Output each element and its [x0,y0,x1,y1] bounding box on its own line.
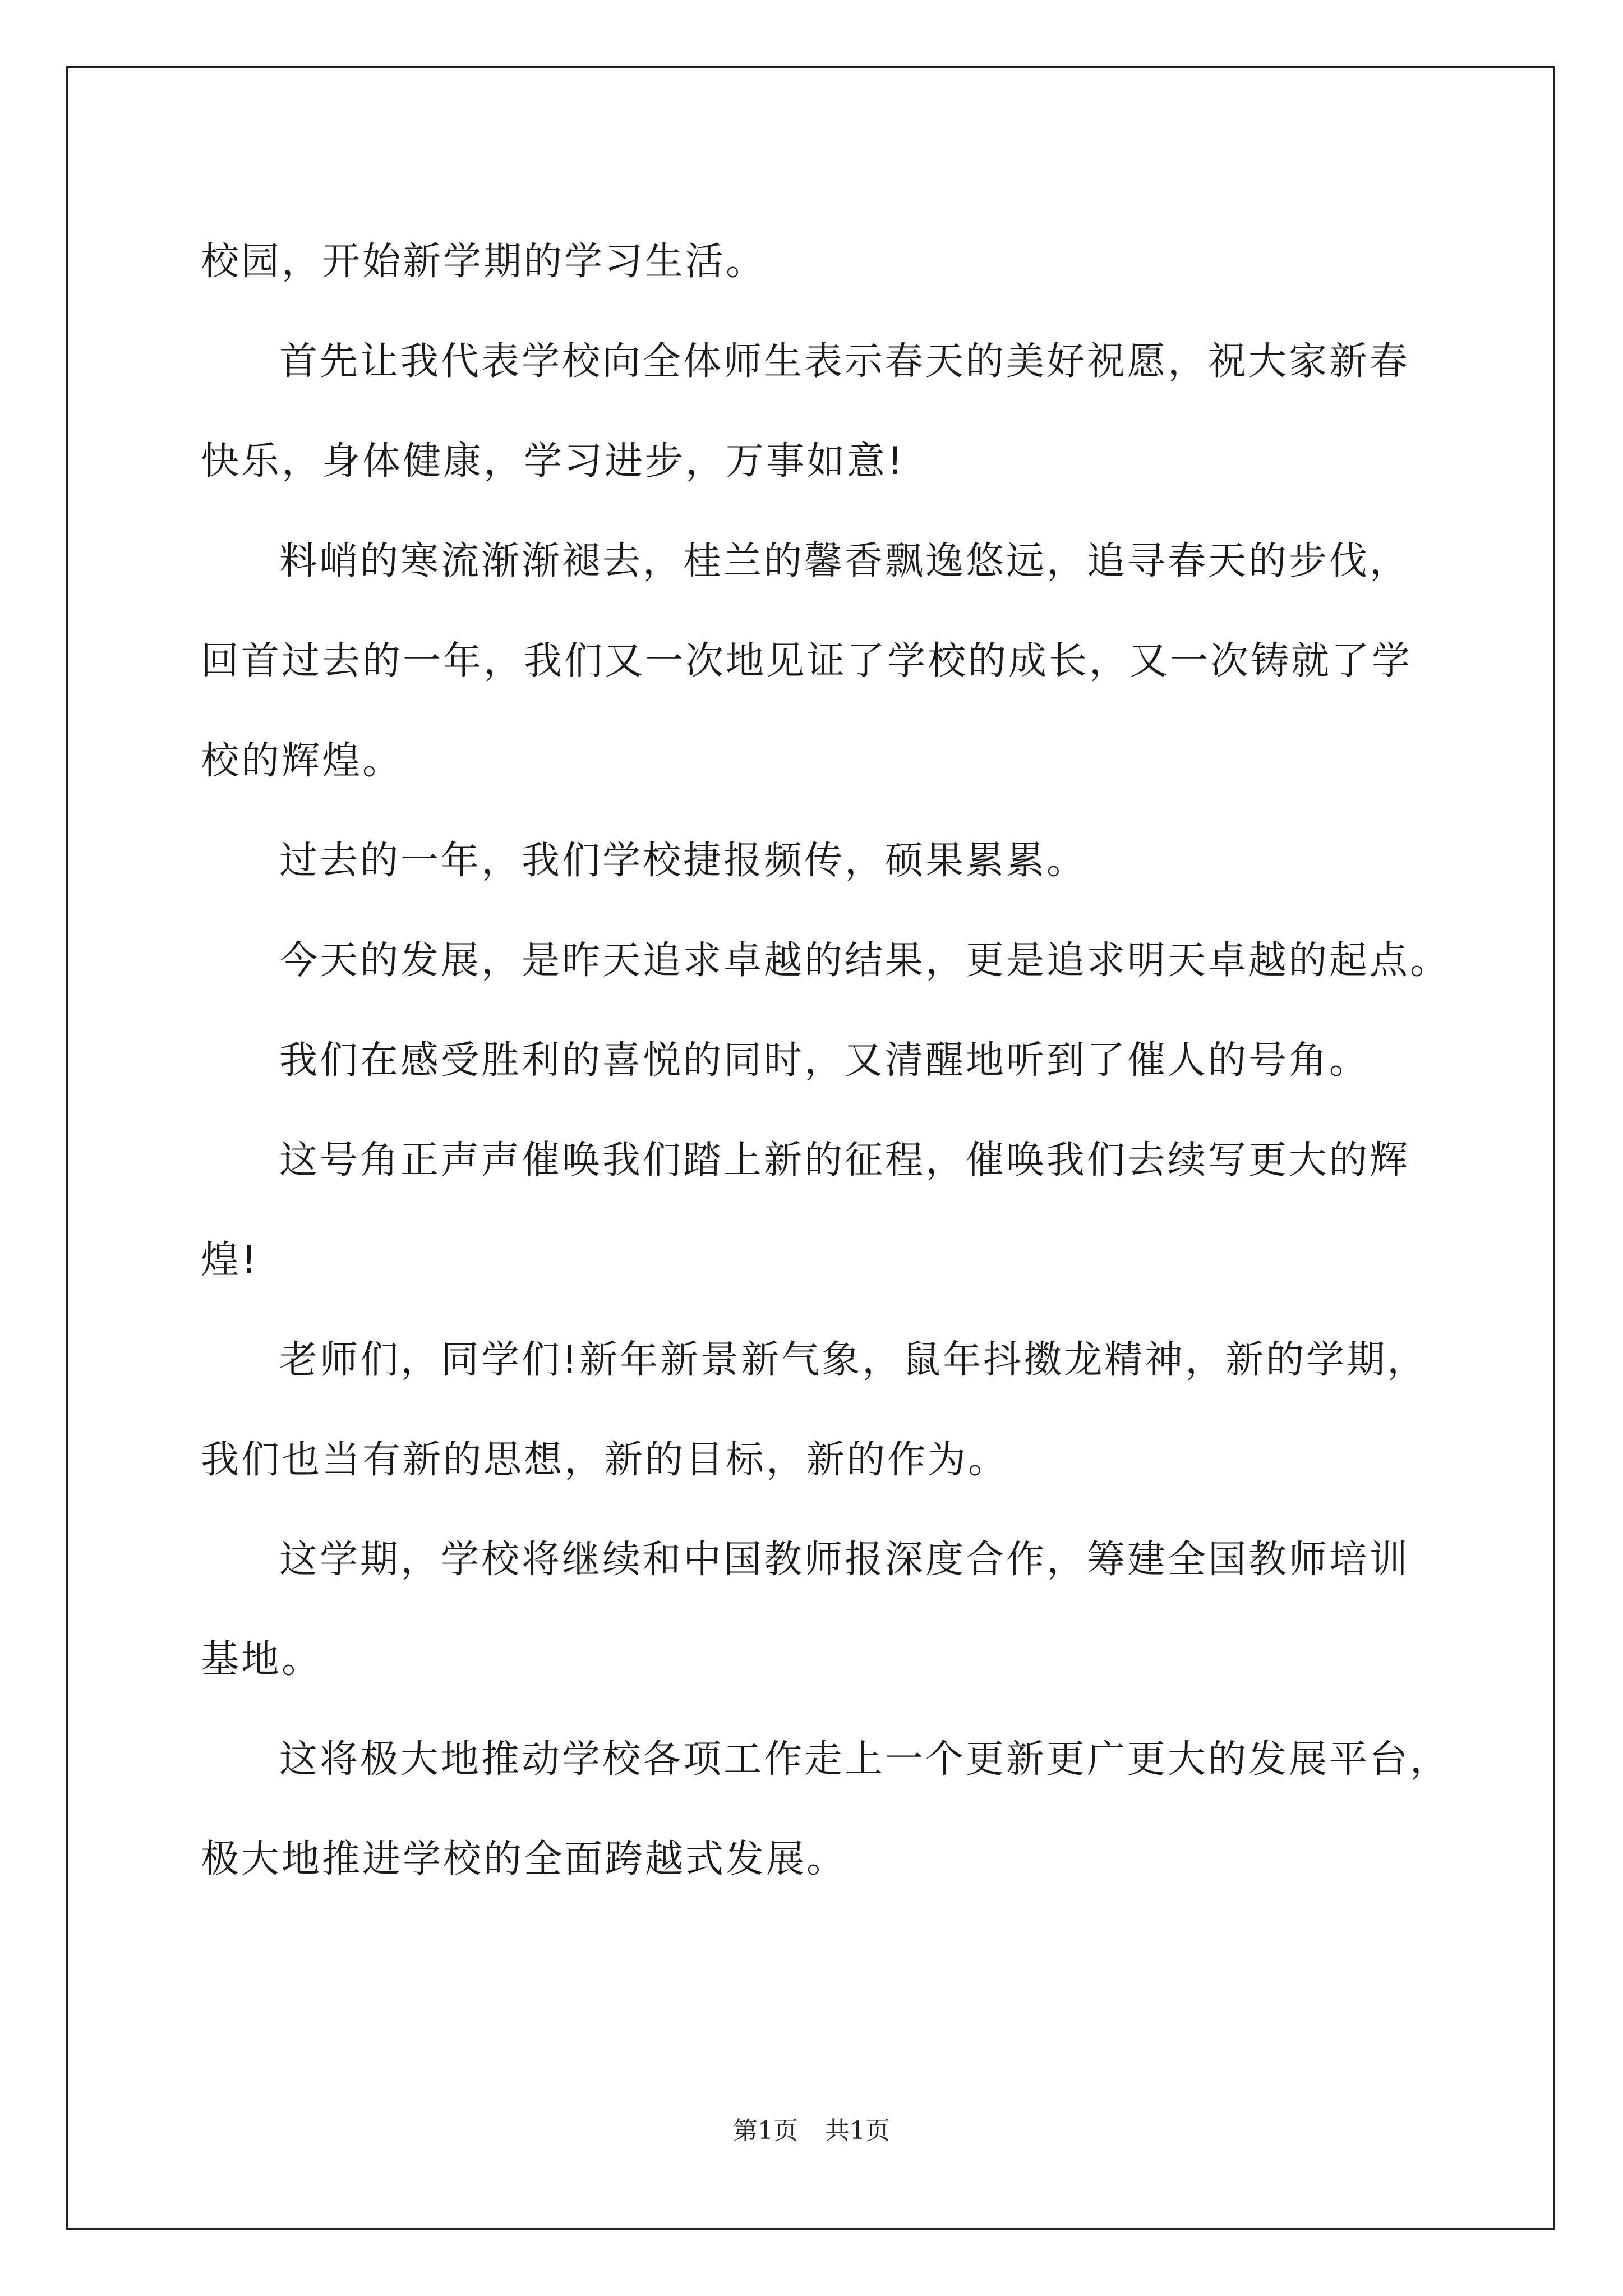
text-line-16: 这将极大地推动学校各项工作走上一个更新更广更大的发展平台， [279,1737,1451,1782]
text-line-14: 这学期，学校将继续和中国教师报深度合作，筹建全国教师培训 [279,1538,1410,1582]
text-line-2: 首先让我代表学校向全体师生表示春天的美好祝愿，祝大家新春 [279,339,1410,384]
text-line-9: 我们在感受胜利的喜悦的同时，又清醒地听到了催人的号角。 [279,1038,1370,1083]
text-line-3: 快乐，身体健康，学习进步，万事如意! [201,439,905,484]
text-line-7: 过去的一年，我们学校捷报频传，硕果累累。 [279,839,1087,883]
page-number-total: 共1页 [825,2116,890,2145]
document-body [201,212,1468,1910]
text-line-5: 回首过去的一年，我们又一次地见证了学校的成长，又一次铸就了学 [201,639,1413,683]
text-line-4: 料峭的寒流渐渐褪去，桂兰的馨香飘逸悠远，追寻春天的步伐， [279,539,1410,583]
text-line-1: 校园，开始新学期的学习生活。 [201,240,767,284]
text-line-11: 煌! [201,1238,259,1282]
text-line-13: 我们也当有新的思想，新的目标，新的作为。 [201,1438,1009,1482]
text-line-17: 极大地推进学校的全面跨越式发展。 [201,1837,847,1881]
text-line-8: 今天的发展，是昨天追求卓越的结果，更是追求明天卓越的起点。 [279,938,1451,983]
text-line-15: 基地。 [201,1637,322,1682]
text-line-6: 校的辉煌。 [201,739,403,783]
page-number-current: 第1页 [733,2116,798,2145]
text-line-10: 这号角正声声催唤我们踏上新的征程，催唤我们去续写更大的辉 [279,1138,1410,1182]
page-footer [0,2110,1623,2146]
text-line-12: 老师们，同学们!新年新景新气象，鼠年抖擞龙精神，新的学期， [279,1338,1428,1382]
